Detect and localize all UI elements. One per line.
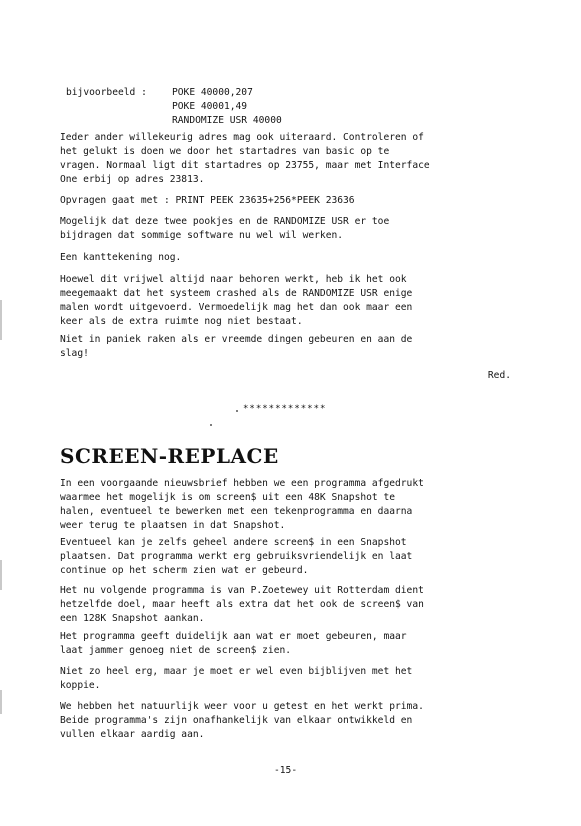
example-label: bijvoorbeeld : <box>66 87 147 98</box>
paragraph: Het programma geeft duidelijk aan wat er moet gebeuren, maar laat jammer genoeg niet de screen$ zien. <box>60 631 407 656</box>
paragraph: Een kanttekening nog. <box>60 252 182 263</box>
page-number: -15- <box>274 765 298 776</box>
paragraph: Opvragen gaat met : PRINT PEEK 23635+256*PEEK 23636 <box>60 195 355 206</box>
paragraph: Hoewel dit vrijwel altijd naar behoren werkt, heb ik het ook meegemaakt dat het systeem crashed als de RANDOMIZE USR enige malen wordt uitgevoerd. Vermoedelijk mag het dan ook maar een keer als de extra ruimte nog niet bestaat. <box>60 274 413 327</box>
paragraph: Het nu volgende programma is van P.Zoetewey uit Rotterdam dient hetzelfde doel, maar heeft als extra dat het ook de screen$ van een 128K Snapshot aankan. <box>60 585 424 624</box>
example-code-line: RANDOMIZE USR 40000 <box>172 115 282 126</box>
paragraph: We hebben het natuurlijk weer voor u getest en het werkt prima. Beide programma's zijn onafhankelijk van elkaar ontwikkeld en vullen elkaar aardig aan. <box>60 701 424 740</box>
separator-line: ************* <box>243 404 327 414</box>
paragraph: Niet zo heel erg, maar je moet er wel even bijblijven met het koppie. <box>60 666 413 691</box>
signature: Red. <box>487 370 511 381</box>
scan-edge-mark <box>0 560 2 590</box>
scan-edge-mark <box>0 690 2 714</box>
paragraph: Ieder ander willekeurig adres mag ook uiteraard. Controleren of het gelukt is doen we door het startadres van basic op te vragen. Normaal ligt dit startadres op 23755, maar met Interface One erbij op adres 23813. <box>60 132 430 185</box>
scan-speck <box>210 424 212 426</box>
scan-edge-mark <box>0 300 2 340</box>
section-heading: SCREEN-REPLACE <box>60 444 279 468</box>
example-code-line: POKE 40001,49 <box>172 101 248 112</box>
paragraph: Niet in paniek raken als er vreemde dingen gebeuren en aan de slag! <box>60 334 413 359</box>
paragraph: Mogelijk dat deze twee pookjes en de RANDOMIZE USR er toe bijdragen dat sommige software nu wel wil werken. <box>60 216 390 241</box>
scan-speck <box>236 410 238 412</box>
poke-example <box>66 86 282 128</box>
paragraph: In een voorgaande nieuwsbrief hebben we een programma afgedrukt waarmee het mogelijk is om screen$ uit een 48K Snapshot te halen, eventueel te bewerken met een tekenprogramma en daarna weer terug te plaatsen in dat Snapshot. <box>60 478 424 531</box>
example-code-line: POKE 40000,207 <box>172 87 253 98</box>
paragraph: Eventueel kan je zelfs geheel andere screen$ in een Snapshot plaatsen. Dat programma werkt erg gebruiksvriendelijk en laat continue op het scherm zien wat er gebeurd. <box>60 537 413 576</box>
